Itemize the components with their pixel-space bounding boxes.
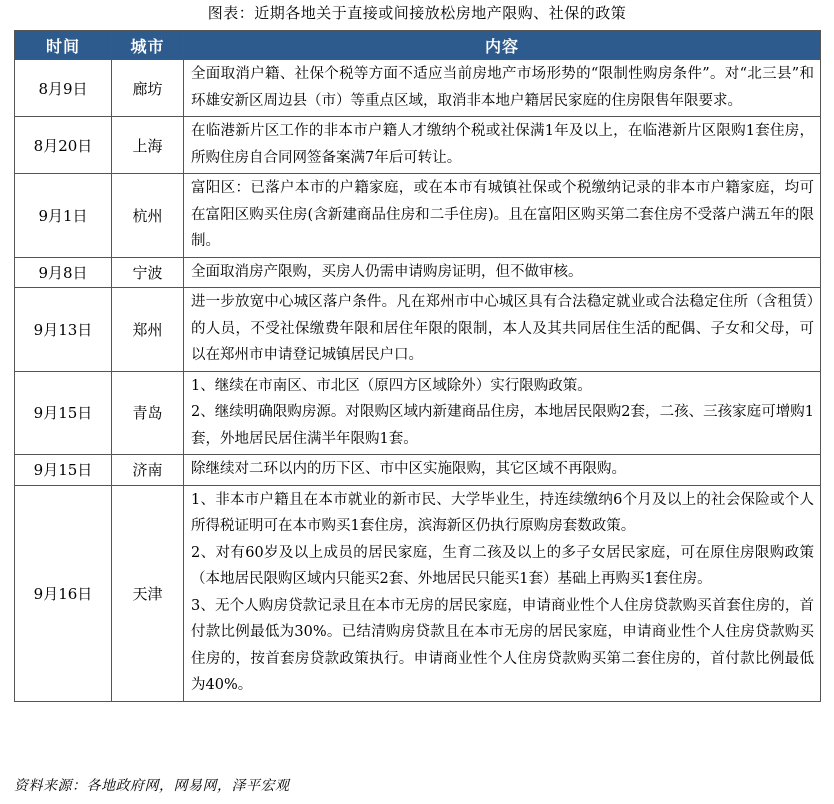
- table-row: [15, 60, 821, 117]
- row-city: 郑州: [112, 288, 184, 372]
- row-city: 济南: [112, 455, 184, 486]
- row-content: [184, 257, 821, 288]
- row-date: 9月15日: [15, 455, 112, 486]
- row-content: [184, 455, 821, 486]
- figure-caption: 图表：近期各地关于直接或间接放松房地产限购、社保的政策: [207, 4, 627, 22]
- row-city: 廊坊: [112, 60, 184, 117]
- table-row: [15, 257, 821, 288]
- row-city: 上海: [112, 117, 184, 174]
- row-date: 9月15日: [15, 371, 112, 455]
- table-header-row: [15, 31, 821, 60]
- table-row: [15, 288, 821, 372]
- table-body: [15, 60, 821, 702]
- row-date: 9月8日: [15, 257, 112, 288]
- row-content: [184, 117, 821, 174]
- row-content: [184, 485, 821, 701]
- table-row: [15, 117, 821, 174]
- row-date: 9月13日: [15, 288, 112, 372]
- table-row: [15, 174, 821, 258]
- table-row: [15, 485, 821, 701]
- header-date: 时间: [15, 31, 112, 60]
- row-content: [184, 288, 821, 372]
- row-date: 8月20日: [15, 117, 112, 174]
- content-paragraph: 1、非本市户籍且在本市就业的新市民、大学毕业生，持连续缴纳6个月及以上的社会保险或个人所得税证明可在本市购买1套住房，滨海新区仍执行原购房套数政策。: [191, 491, 814, 534]
- row-city: 宁波: [112, 257, 184, 288]
- table-row: [15, 371, 821, 455]
- row-city: 天津: [112, 485, 184, 701]
- content-paragraph: 1、继续在市南区、市北区（原四方区域除外）实行限购政策。: [191, 377, 592, 394]
- source-note: 资料来源：各地政府网，网易网，泽平宏观: [14, 778, 290, 794]
- content-paragraph: 除继续对二环以内的历下区、市中区实施限购，其它区域不再限购。: [191, 461, 626, 477]
- row-date: 9月1日: [15, 174, 112, 258]
- content-paragraph: 进一步放宽中心城区落户条件。凡在郑州市中心城区具有合法稳定就业或合法稳定住所（含租赁）的人员，不受社保缴费年限和居住年限的限制，本人及其共同居住生活的配偶、子女和父母，可以在郑州市申请登记城镇居民户口。: [191, 294, 814, 363]
- content-paragraph: 2、继续明确限购房源。对限购区域内新建商品住房，本地居民限购2套，二孩、三孩家庭可增购1套，外地居民居住满半年限购1套。: [191, 404, 814, 447]
- policy-table: [14, 30, 821, 702]
- content-paragraph: 全面取消户籍、社保个税等方面不适应当前房地产市场形势的“限制性购房条件”。对“北三县”和环雄安新区周边县（市）等重点区域，取消非本地户籍居民家庭的住房限售年限要求。: [191, 66, 814, 109]
- row-content: [184, 174, 821, 258]
- row-city: 杭州: [112, 174, 184, 258]
- content-paragraph: 全面取消房产限购，买房人仍需申请购房证明，但不做审核。: [191, 263, 583, 280]
- row-date: 8月9日: [15, 60, 112, 117]
- header-city: 城市: [112, 31, 184, 60]
- row-content: [184, 60, 821, 117]
- row-content: [184, 371, 821, 455]
- content-paragraph: 富阳区：已落户本市的户籍家庭，或在本市有城镇社保或个税缴纳记录的非本市户籍家庭，均可在富阳区购买住房(含新建商品住房和二手住房)。且在富阳区购买第二套住房不受落户满五年的限制。: [191, 180, 814, 249]
- table-row: [15, 455, 821, 486]
- row-city: 青岛: [112, 371, 184, 455]
- content-paragraph: 在临港新片区工作的非本市户籍人才缴纳个税或社保满1年及以上，在临港新片区限购1套住房，所购住房自合同网签备案满7年后可转让。: [191, 123, 814, 166]
- row-date: 9月16日: [15, 485, 112, 701]
- header-content: 内容: [184, 31, 821, 60]
- content-paragraph: 3、无个人购房贷款记录且在本市无房的居民家庭，申请商业性个人住房贷款购买首套住房的，首付款比例最低为30%。已结清购房贷款且在本市无房的居民家庭，申请商业性个人住房贷款购买住房的，按首套房贷款政策执行。申请商业性个人住房贷款购买第二套住房的，首付款比例最低为40%。: [191, 597, 814, 693]
- content-paragraph: 2、对有60岁及以上成员的居民家庭，生育二孩及以上的多子女居民家庭，可在原住房限购政策（本地居民限购区域内只能买2套、外地居民只能买1套）基础上再购买1套住房。: [191, 544, 814, 587]
